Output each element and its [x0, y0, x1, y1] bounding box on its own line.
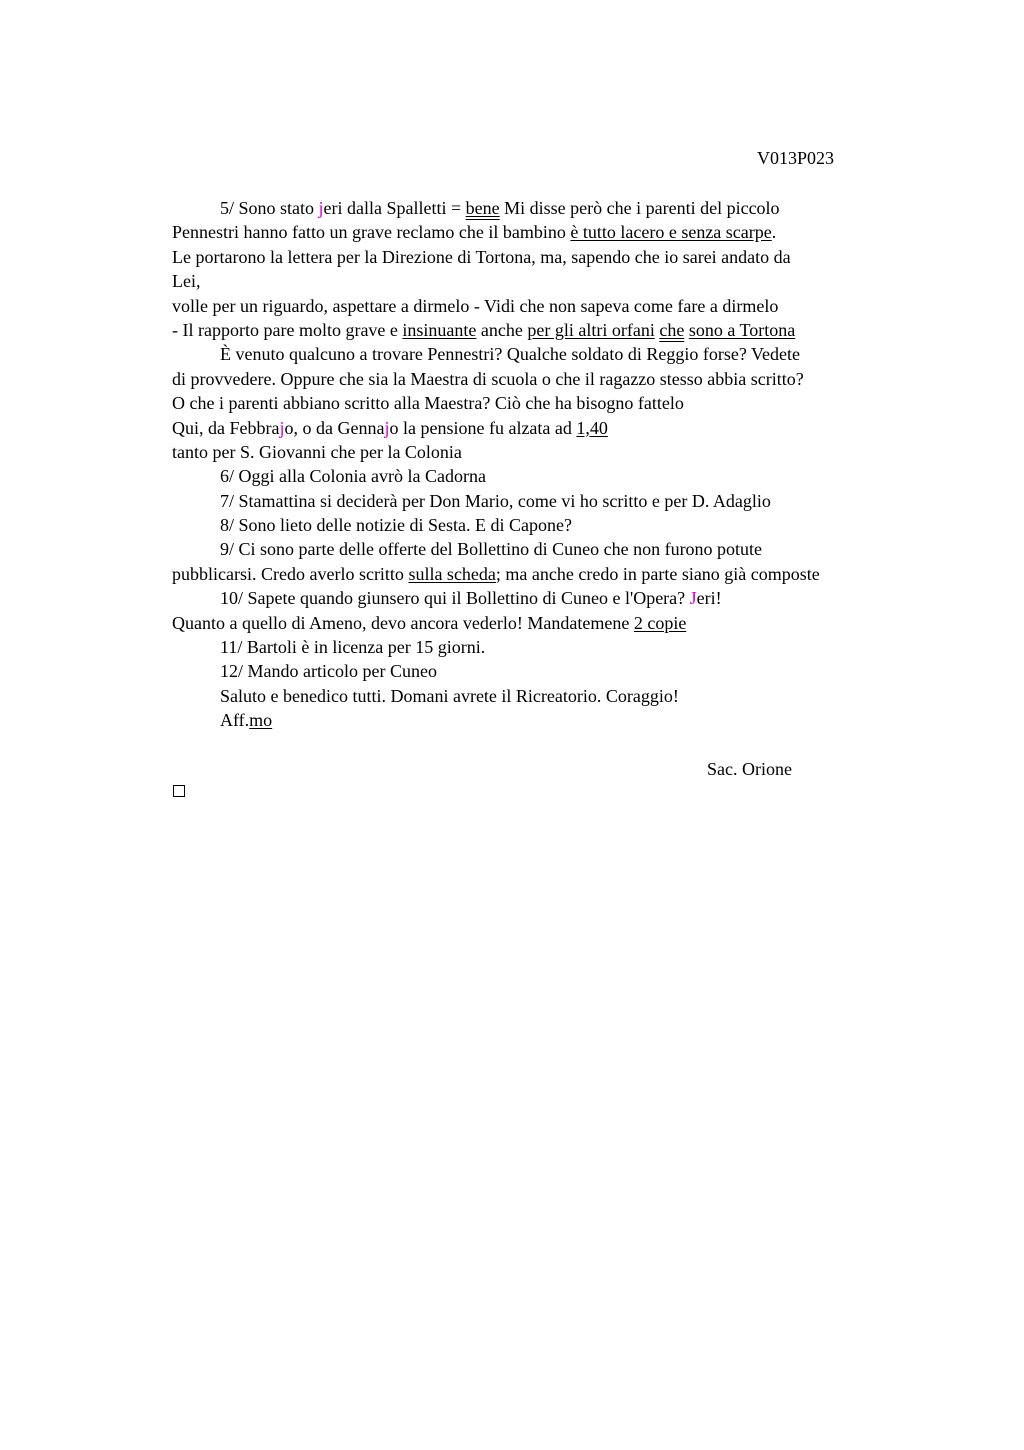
paragraph-5-line-7: È venuto qualcuno a trovare Pennestri? Qualche soldato di Reggio forse? Vedete — [220, 344, 800, 365]
underlined-phrase: è tutto lacero e senza scarpe — [570, 222, 772, 243]
paragraph-5-line-11: tanto per S. Giovanni che per la Colonia — [172, 441, 462, 462]
paragraph-5-line-2: Pennestri hanno fatto un grave reclamo che il bambino è tutto lacero e senza scarpe. — [172, 222, 777, 243]
letter-body — [172, 196, 932, 733]
paragraph-6: 6/ Oggi alla Colonia avrò la Cadorna — [220, 466, 486, 487]
affectionate-line: Aff.mo — [220, 710, 273, 731]
paragraph-5-line-1: 5/ Sono stato jeri dalla Spalletti = bene Mi disse però che i parenti del piccolo — [220, 198, 780, 218]
document-code: V013P023 — [757, 148, 835, 168]
paragraph-5-line-3: Le portarono la lettera per la Direzione di Tortona, ma, sapendo che io sarei andato da — [172, 246, 791, 267]
paragraph-10-line-2: Quanto a quello di Ameno, devo ancora vederlo! Mandatemene 2 copie — [172, 612, 687, 633]
paragraph-5-line-5: volle per un riguardo, aspettare a dirmelo - Vidi che non sapeva come fare a dirmelo — [172, 295, 779, 316]
underlined-phrase: sono a Tortona — [688, 319, 796, 340]
paragraph-7: 7/ Stamattina si deciderà per Don Mario, come vi ho scritto e per D. Adaglio — [220, 490, 771, 511]
paragraph-5-line-4: Lei, — [172, 271, 201, 292]
paragraph-9-line-2: pubblicarsi. Credo averlo scritto sulla scheda; ma anche credo in parte siano già composte — [172, 563, 820, 584]
underlined-superscript: mo — [249, 710, 273, 731]
checkbox-square-icon — [173, 785, 185, 797]
paragraph-8: 8/ Sono lieto delle notizie di Sesta. E di Capone? — [220, 515, 572, 536]
paragraph-11: 11/ Bartoli è in licenza per 15 giorni. — [220, 637, 486, 658]
highlighted-letter: j — [318, 198, 324, 218]
paragraph-5-line-10: Qui, da Febbrajo, o da Gennajo la pensione fu alzata ad 1,40 — [172, 417, 608, 438]
signature: Sac. Orione — [707, 759, 792, 779]
highlighted-letter: J — [689, 588, 697, 609]
paragraph-9-line-1: 9/ Ci sono parte delle offerte del Bollettino di Cuneo che non furono potute — [220, 539, 763, 560]
underlined-phrase: 2 copie — [633, 612, 687, 633]
underlined-word: insinuante — [402, 319, 477, 340]
double-underlined-word: bene — [465, 198, 500, 218]
highlighted-letter: j — [384, 417, 390, 438]
paragraph-5-line-9: O che i parenti abbiano scritto alla Maestra? Ciò che ha bisogno fattelo — [172, 393, 684, 414]
underlined-amount: 1,40 — [576, 417, 608, 438]
closing-line: Saluto e benedico tutti. Domani avrete il Ricreatorio. Coraggio! — [220, 685, 679, 706]
highlighted-letter: j — [279, 417, 285, 438]
paragraph-12: 12/ Mando articolo per Cuneo — [220, 661, 437, 682]
paragraph-5-line-8: di provvedere. Oppure che sia la Maestra di scuola o che il ragazzo stesso abbia scritto? — [172, 368, 804, 389]
underlined-phrase: sulla scheda — [408, 563, 496, 584]
paragraph-10-line-1: 10/ Sapete quando giunsero qui il Bollettino di Cuneo e l'Opera? Jeri! — [220, 588, 722, 609]
underlined-phrase: per gli altri orfani — [527, 319, 655, 340]
double-underlined-word: che — [659, 319, 685, 340]
paragraph-5-line-6: - Il rapporto pare molto grave e insinuante anche per gli altri orfani che sono a Tortona — [172, 319, 796, 340]
